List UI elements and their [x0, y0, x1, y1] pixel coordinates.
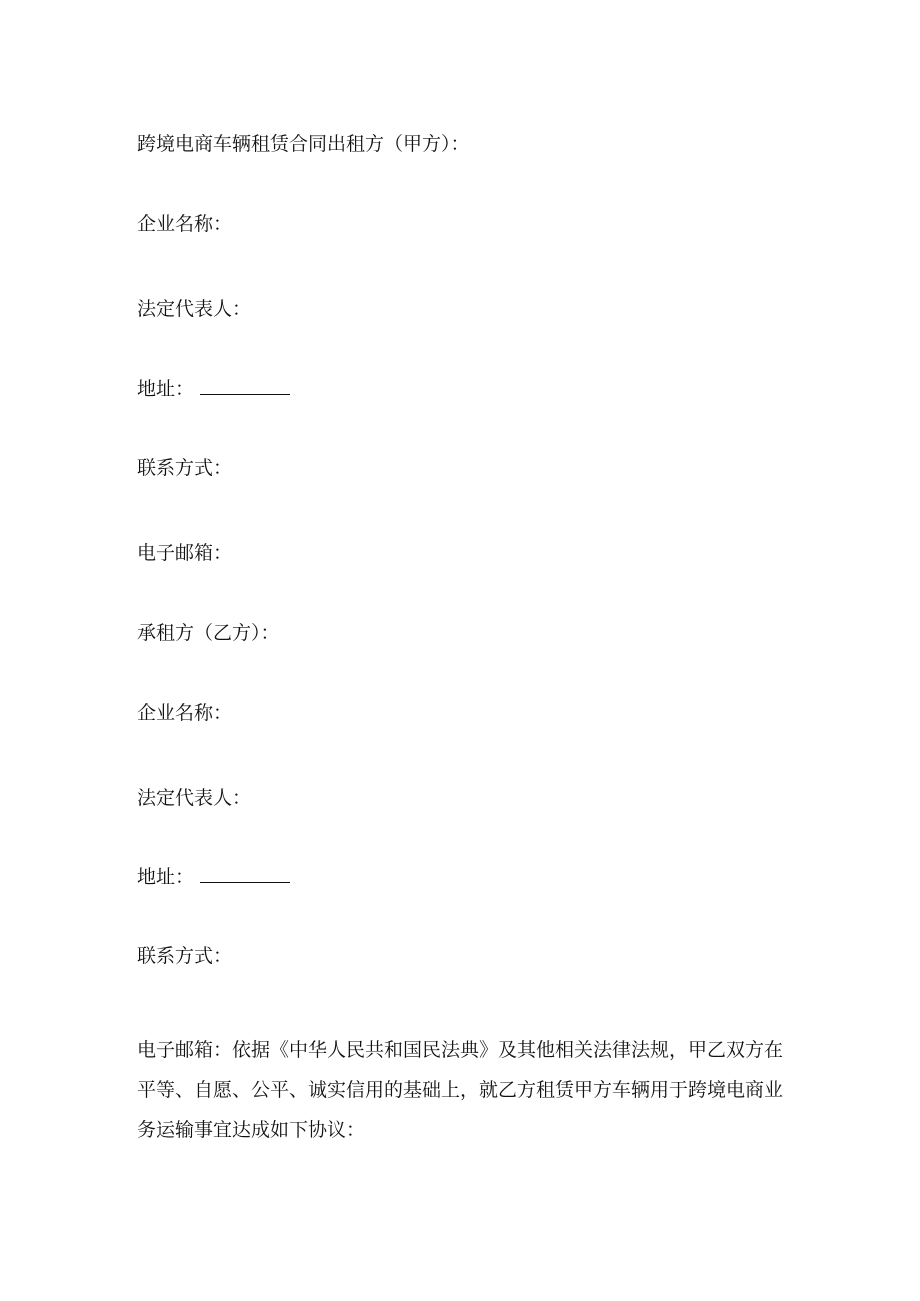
lessor-address-row: [137, 378, 290, 400]
lessee-address-row: [137, 866, 290, 888]
lessor-email-label: 电子邮箱：: [137, 542, 233, 564]
lessee-heading: 承租方（乙方）：: [137, 622, 280, 644]
lessor-company-name-label: 企业名称：: [137, 213, 233, 235]
lessor-legal-rep-label: 法定代表人：: [137, 298, 252, 320]
lessee-address-blank: [200, 868, 290, 883]
lessor-address-label: 地址：: [137, 378, 195, 400]
lessee-contact-label: 联系方式：: [137, 945, 233, 967]
lessor-heading: 跨境电商车辆租赁合同出租方（甲方）：: [137, 133, 470, 155]
lessor-contact-label: 联系方式：: [137, 457, 233, 479]
lessee-company-name-label: 企业名称：: [137, 702, 233, 724]
lessee-legal-rep-label: 法定代表人：: [137, 787, 252, 809]
lessee-address-label: 地址：: [137, 866, 195, 888]
lessor-address-blank: [200, 380, 290, 395]
closing-paragraph: 电子邮箱：依据《中华人民共和国民法典》及其他相关法律法规，甲乙双方在平等、自愿、公平、诚实信用的基础上，就乙方租赁甲方车辆用于跨境电商业务运输事宜达成如下协议：: [137, 1039, 784, 1141]
